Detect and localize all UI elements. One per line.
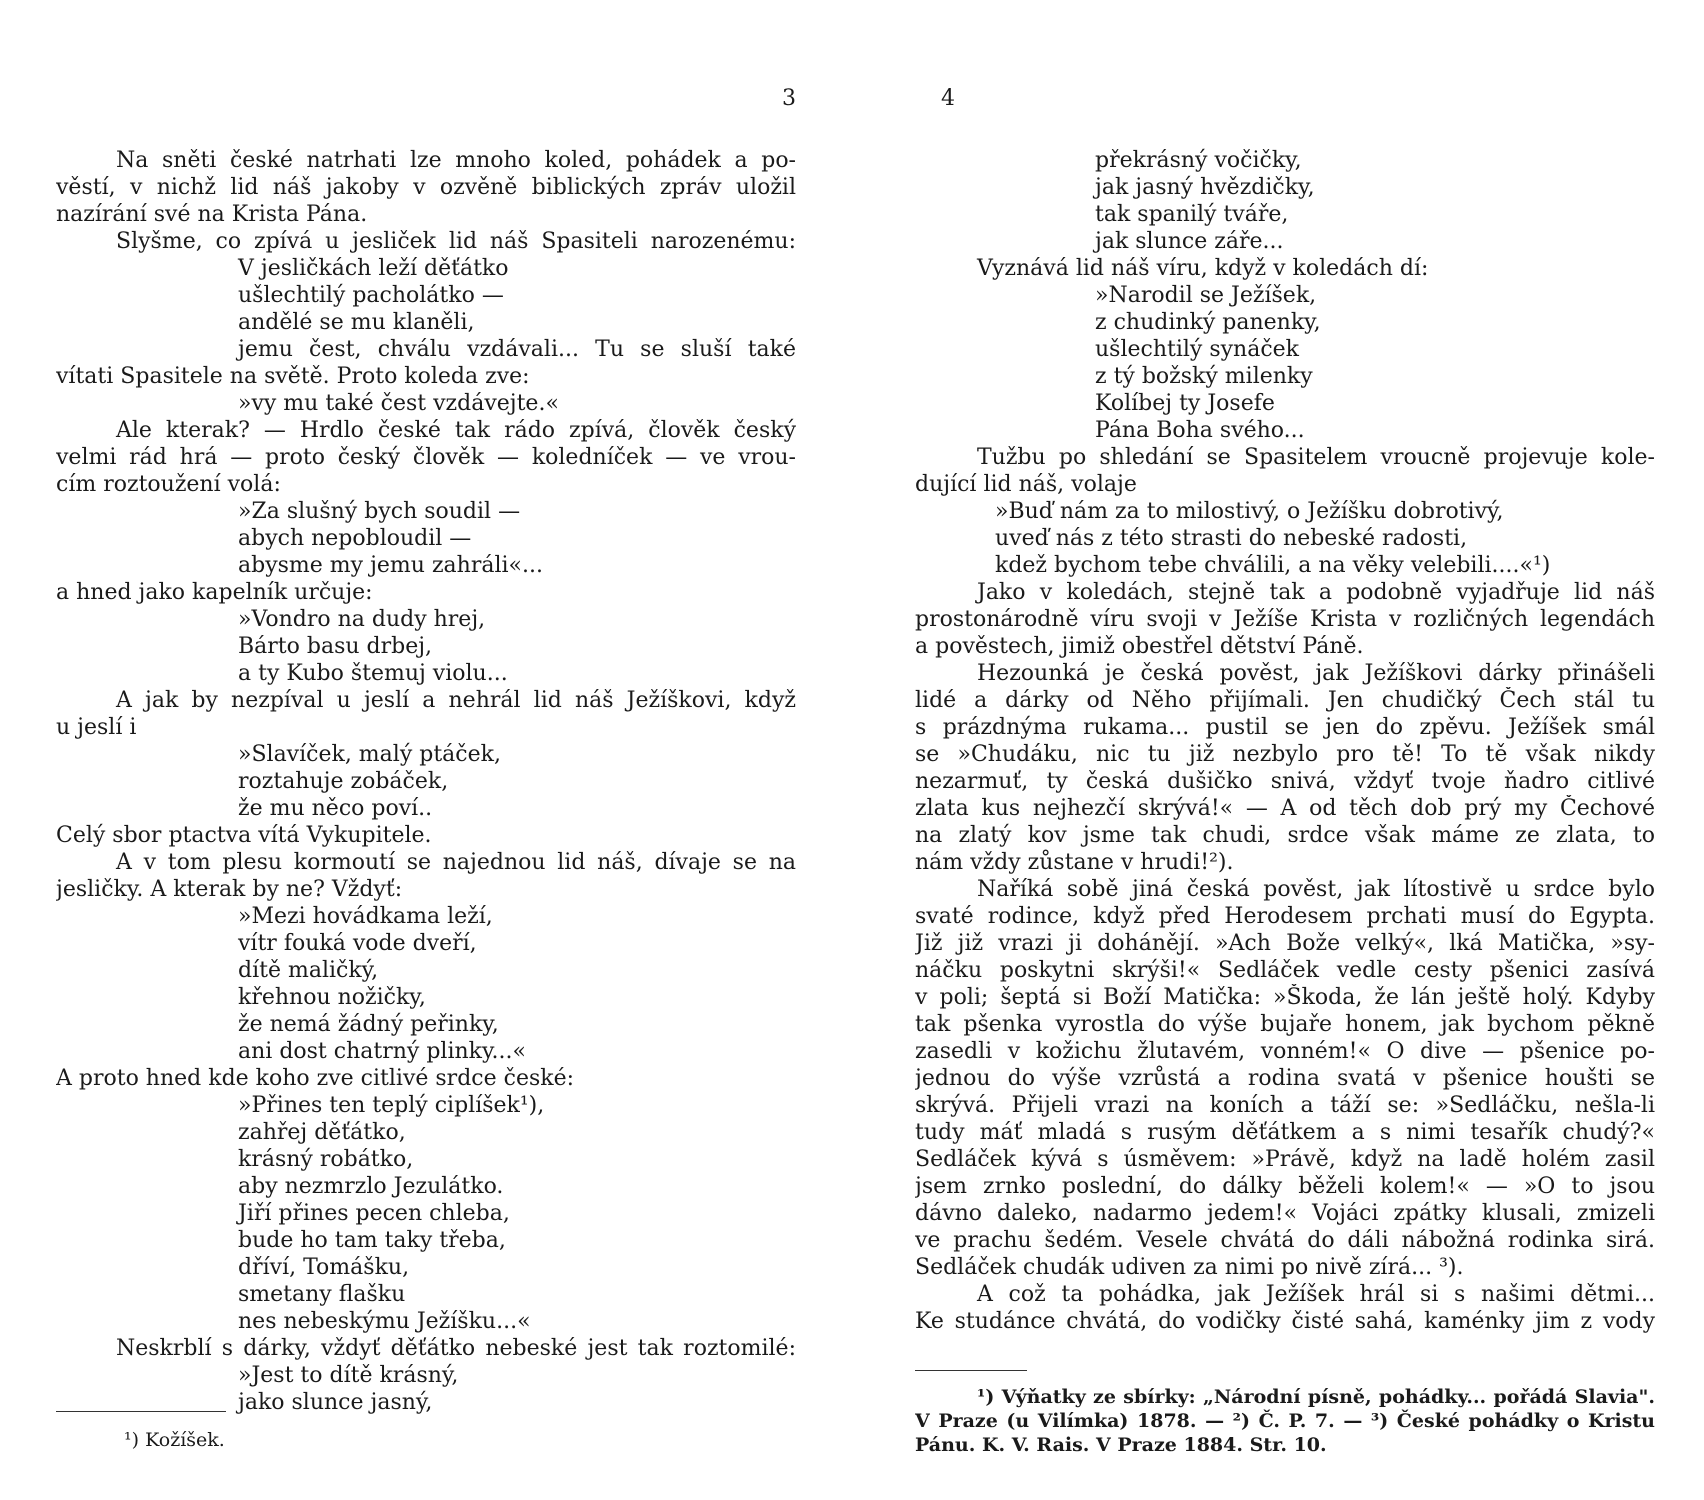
text-line: aby nezmrzlo Jezulátko. (238, 1174, 504, 1199)
text-line: Celý sbor ptactva vítá Vykupitele. (56, 823, 432, 848)
text-line: V jesličkách leží děťátko (238, 256, 509, 281)
text-line: ani dost chatrný plinky...« (238, 1039, 526, 1064)
text-line: »vy mu také čest vzdávejte.« (238, 391, 559, 416)
text-line: abych nepobloudil — (238, 526, 472, 551)
text-line: že mu něco poví.. (238, 796, 433, 821)
text-line: nám vždy zůstane v hrudi!²). (915, 850, 1234, 875)
text-line: Vyznává lid náš víru, když v koledách dí: (977, 256, 1429, 281)
text-line: dítě maličký, (238, 958, 379, 983)
text-line: křehnou nožičky, (238, 985, 426, 1010)
text-line: že nemá žádný peřinky, (238, 1012, 499, 1037)
text-line: jako slunce jasný, (238, 1390, 433, 1415)
text-line: a hned jako kapelník určuje: (56, 580, 373, 605)
text-line: u jeslí i (56, 715, 137, 740)
text-line: dávno daleko, nadarmo jedem!« Vojáci zpátky klusali, zmizeli (915, 1201, 1655, 1226)
text-line: »Buď nám za to milostivý, o Ježíšku dobrotivý, (995, 499, 1504, 524)
text-line: zlata kus nejhezčí skrývá!« — A od těch dob prý my Čechové (915, 796, 1655, 821)
text-line: smetany flašku (238, 1282, 406, 1307)
text-line: »Narodil se Ježíšek, (1095, 283, 1317, 308)
text-line: překrásný vočičky, (1095, 148, 1302, 173)
text-line: jednou do výše vzrůstá a rodina svatá v pšenice houšti se (915, 1066, 1655, 1091)
text-line: »Mezi hovádkama leží, (238, 904, 493, 929)
text-line: jemu čest, chválu vzdávali... Tu se sluší také (238, 337, 796, 362)
text-line: uveď nás z této strasti do nebeské radosti, (995, 526, 1468, 551)
text-line: dříví, Tomášku, (238, 1255, 410, 1280)
text-line: se »Chudáku, nic tu již nezbylo pro tě! To tě však nikdy (915, 742, 1655, 767)
text-line: v poli; šeptá si Boží Matička: »Škoda, že lán ještě holý. Kdyby (915, 985, 1655, 1010)
text-line: velmi rád hrá — proto český člověk — koledníček — ve vrou- (56, 445, 796, 470)
text-line: lidé a dárky od Něho přijímali. Jen chudičký Čech stál tu (915, 688, 1655, 713)
text-line: Tužbu po shledání se Spasitelem vroucně projevuje kole- (977, 445, 1655, 470)
text-line: Pánu. K. V. Rais. V Praze 1884. Str. 10. (915, 1434, 1327, 1456)
text-line: z tý božský milenky (1095, 364, 1313, 389)
text-line: Neskrblí s dárky, vždyť děťátko nebeské jest tak roztomilé: (116, 1336, 796, 1361)
text-line: věstí, v nichž lid náš jakoby v ozvěně biblických zpráv uložil (56, 175, 796, 200)
text-line: »Za slušný bych soudil — (238, 499, 521, 524)
text-line: kdež bychom tebe chválili, a na věky velebili....«¹) (995, 553, 1551, 578)
text-line: svaté rodince, když před Herodesem prchati musí do Egypta. (915, 904, 1655, 929)
text-line: »Vondro na dudy hrej, (238, 607, 486, 632)
text-line: prostonárodně víru svoji v Ježíše Krista v rozličných legendách (915, 607, 1655, 632)
text-line: bude ho tam taky třeba, (238, 1228, 506, 1253)
text-line: abysme my jemu zahráli«... (238, 553, 543, 578)
text-line: Ke studánce chvátá, do vodičky čisté sahá, kaménky jim z vody (915, 1309, 1655, 1334)
text-line: náčku poskytni skrýši!« Sedláček vedle cesty pšenici zasívá (915, 958, 1655, 983)
text-line: s prázdnýma rukama... pustil se jen do zpěvu. Ježíšek smál (915, 715, 1655, 740)
text-line: Naříká sobě jiná česká pověst, jak lítostivě u srdce bylo (977, 877, 1655, 902)
text-line: roztahuje zobáček, (238, 769, 449, 794)
page-number: 4 (941, 86, 955, 111)
text-line: A jak by nezpíval u jeslí a nehrál lid náš Ježíškovi, když (116, 688, 796, 713)
text-line: zahřej děťátko, (238, 1120, 406, 1145)
text-line: na zlatý kov jsme tak chudi, srdce však máme ze zlata, to (915, 823, 1655, 848)
text-line: A proto hned kde koho zve citlivé srdce české: (56, 1066, 575, 1091)
text-line: vítr fouká vode dveří, (238, 931, 477, 956)
text-line: tak spanilý tváře, (1095, 202, 1289, 227)
text-line: cím roztoužení volá: (56, 472, 281, 497)
text-line: jsem zrnko poslední, do dálky běželi kolem!« — »O to jsou (915, 1174, 1655, 1199)
text-line: »Jest to dítě krásný, (238, 1363, 459, 1388)
text-line: Kolíbej ty Josefe (1095, 391, 1275, 416)
page-number: 3 (782, 86, 796, 111)
text-line: tak pšenka vyrostla do výše bujaře honem, jak bychom pěkně (915, 1012, 1655, 1037)
text-line: Již již vrazi ji dohánějí. »Ach Bože velký«, lká Matička, »sy- (915, 931, 1655, 956)
text-line: andělé se mu klaněli, (238, 310, 475, 335)
text-line: nezarmuť, ty česká dušičko snivá, vždyť tvoje ňadro citlivé (915, 769, 1655, 794)
text-line: A což ta pohádka, jak Ježíšek hrál si s našimi dětmi... (977, 1282, 1655, 1307)
text-line: z chudinký panenky, (1095, 310, 1321, 335)
text-line: skrývá. Přijeli vrazi na koních a táží se: »Sedláčku, nešla-li (915, 1093, 1655, 1118)
footnote-rule (56, 1411, 226, 1412)
text-line: nazírání své na Krista Pána. (56, 202, 368, 227)
text-line: »Slavíček, malý ptáček, (238, 742, 501, 767)
text-line: ušlechtilý pacholátko — (238, 283, 504, 308)
text-line: ušlechtilý synáček (1095, 337, 1300, 362)
text-line: a pověstech, jimiž obestřel dětství Páně. (915, 634, 1364, 659)
footnote: ¹) Kožíšek. (124, 1429, 225, 1451)
text-line: Na sněti české natrhati lze mnoho koled, pohádek a po- (116, 148, 796, 173)
text-line: a ty Kubo štemuj violu... (238, 661, 508, 686)
text-line: nes nebeskýmu Ježíšku...« (238, 1309, 531, 1334)
text-line: Jako v koledách, stejně tak a podobně vyjadřuje lid náš (977, 580, 1655, 605)
text-line: jak jasný hvězdičky, (1095, 175, 1315, 200)
page-text (56, 147, 796, 1416)
text-line: Slyšme, co zpívá u jesliček lid náš Spasiteli narozenému: (116, 229, 796, 254)
text-line: ve prachu šedém. Vesele chvátá do dáli nábožná rodinka sirá. (915, 1228, 1655, 1253)
text-line: jak slunce záře... (1095, 229, 1284, 254)
footnote-rule (915, 1370, 1027, 1371)
text-line: vítati Spasitele na světě. Proto koleda zve: (56, 364, 530, 389)
text-line: »Přines ten teplý ciplíšek¹), (238, 1093, 545, 1118)
text-line: zasedli v kožichu žlutavém, vonném!« O dive — pšenice po- (915, 1039, 1655, 1064)
text-line: Hezounká je česká pověst, jak Ježíškovi dárky přinášeli (977, 661, 1655, 686)
text-line: Sedláček chudák udiven za nimi po nivě zírá... ³). (915, 1255, 1464, 1280)
page-text (915, 147, 1655, 1335)
text-line: Ale kterak? — Hrdlo české tak rádo zpívá, člověk český (116, 418, 796, 443)
text-line: Jiří přines pecen chleba, (238, 1201, 510, 1226)
footnotes (915, 1385, 1655, 1457)
text-line: dující lid náš, volaje (915, 472, 1137, 497)
text-line: krásný robátko, (238, 1147, 414, 1172)
text-line: Sedláček kývá s úsměvem: »Právě, když na ladě holém zasil (915, 1147, 1655, 1172)
text-line: A v tom plesu kormoutí se najednou lid náš, dívaje se na (116, 850, 796, 875)
text-line: V Praze (u Vilímka) 1878. — ²) Č. P. 7. — ³) České pohádky o Kristu (915, 1410, 1655, 1432)
text-line: ¹) Výňatky ze sbírky: „Národní písně, pohádky... pořádá Slavia". (977, 1386, 1655, 1408)
text-line: tudy máť mladá s rusým děťátkem a s nimi tesařík chudý?« (915, 1120, 1655, 1145)
text-line: Bárto basu drbej, (238, 634, 433, 659)
text-line: Pána Boha svého... (1095, 418, 1305, 443)
text-line: jesličky. A kterak by ne? Vždyť: (56, 877, 403, 902)
